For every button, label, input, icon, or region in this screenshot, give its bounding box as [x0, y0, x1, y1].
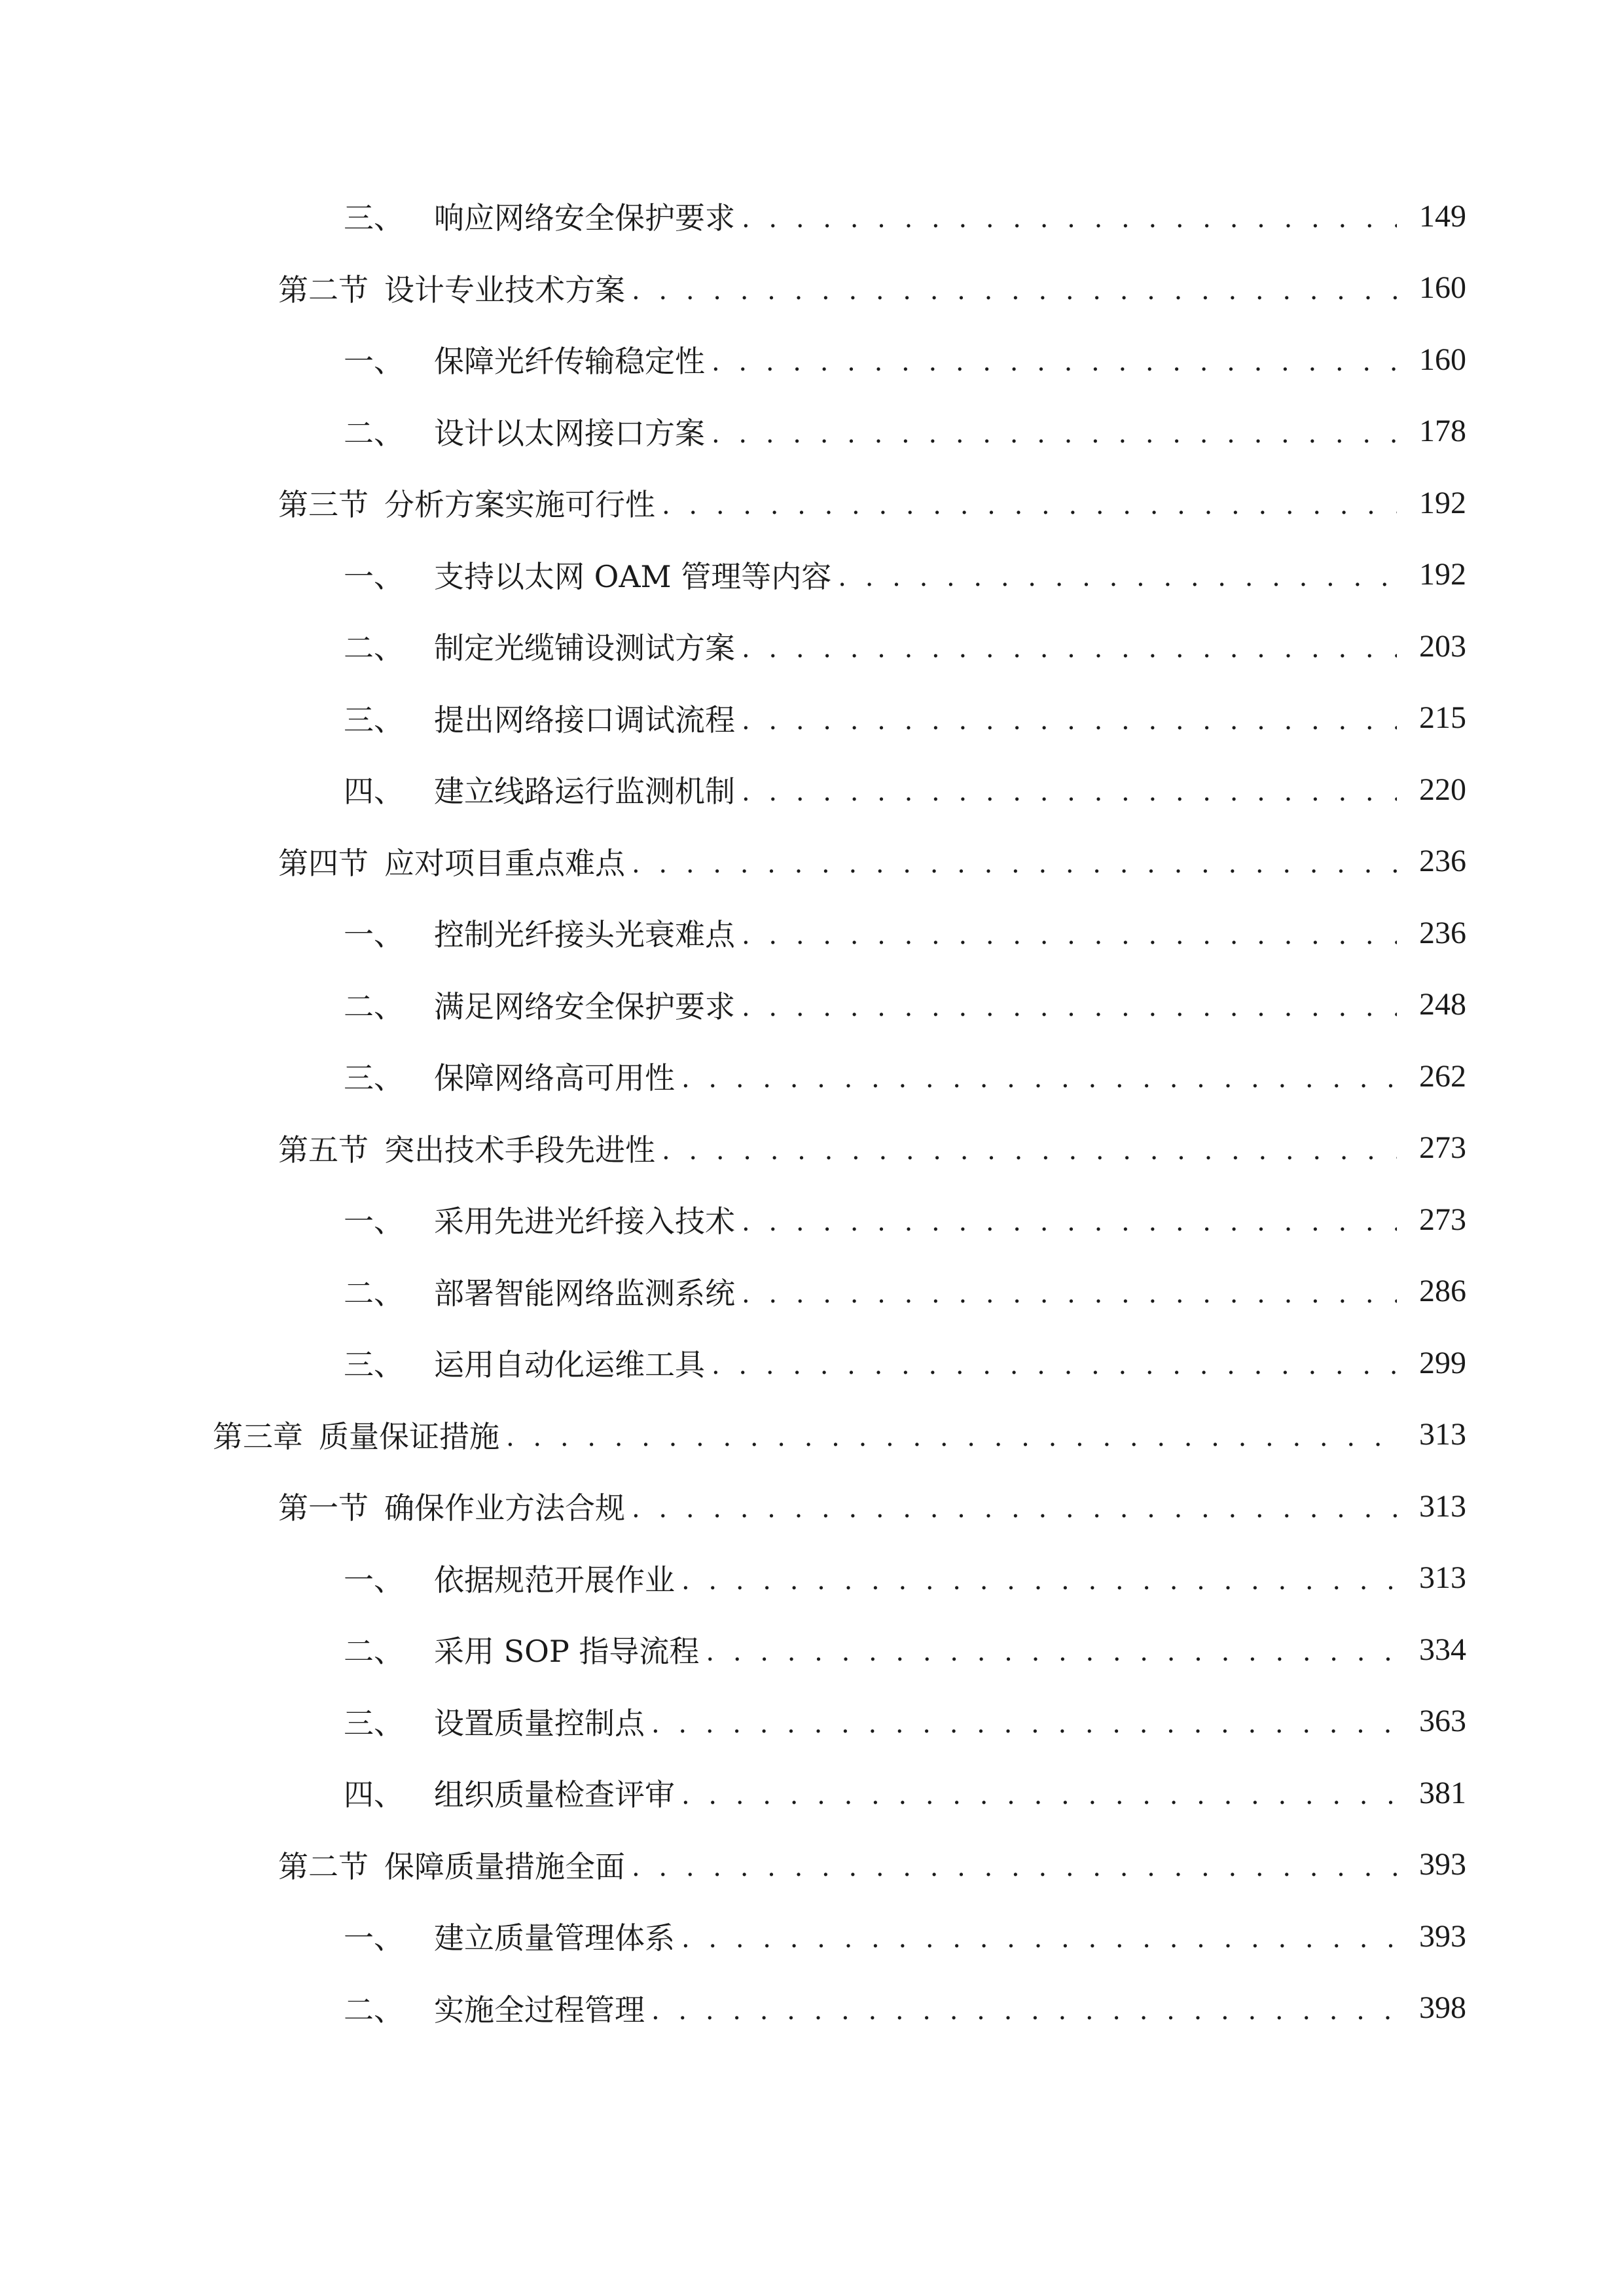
toc-entry-title: 设计以太网接口方案	[434, 415, 705, 451]
toc-entry-heading	[344, 911, 735, 954]
toc-entry-heading	[278, 266, 625, 310]
toc-entry-title: 部署智能网络监测系统	[434, 1275, 735, 1311]
toc-entry-section[interactable]	[278, 476, 1466, 529]
toc-dot-leader	[742, 779, 1397, 805]
toc-entry-section[interactable]	[278, 1839, 1466, 1891]
toc-dot-leader	[742, 1209, 1397, 1235]
toc-entry-item[interactable]	[344, 692, 1466, 744]
toc-entry-heading	[344, 553, 831, 596]
toc-entry-heading	[344, 1914, 675, 1958]
toc-entry-heading	[344, 410, 705, 453]
toc-entry-number: 三、	[344, 1060, 404, 1096]
toc-entry-title: 保障光纤传输稳定性	[434, 344, 705, 379]
toc-entry-page-number: 273	[1419, 1130, 1466, 1165]
toc-entry-title: 采用 SOP 指导流程	[434, 1634, 700, 1669]
toc-entry-number: 二、	[344, 1275, 404, 1311]
toc-dot-leader	[651, 1998, 1397, 2024]
toc-entry-page-number: 178	[1419, 414, 1466, 448]
toc-dot-leader	[632, 851, 1397, 877]
toc-entry-heading	[344, 1771, 675, 1814]
toc-entry-number: 四、	[344, 774, 404, 809]
toc-dot-leader	[742, 922, 1397, 948]
toc-entry-number: 一、	[344, 1204, 404, 1239]
toc-entry-title: 保障网络高可用性	[434, 1060, 675, 1096]
toc-entry-heading	[344, 1054, 675, 1098]
toc-entry-page-number: 248	[1419, 987, 1466, 1022]
toc-dot-leader	[681, 1782, 1397, 1808]
toc-entry-page-number: 192	[1419, 557, 1466, 592]
toc-entry-item[interactable]	[344, 1552, 1466, 1604]
toc-entry-item[interactable]	[344, 190, 1466, 242]
toc-entry-number: 一、	[344, 1920, 404, 1956]
toc-dot-leader	[632, 1854, 1397, 1880]
toc-dot-leader	[681, 1066, 1397, 1092]
toc-entry-page-number: 313	[1419, 1488, 1466, 1524]
toc-entry-heading	[278, 481, 655, 524]
toc-entry-page-number: 393	[1419, 1847, 1466, 1882]
toc-entry-item[interactable]	[344, 333, 1466, 386]
toc-entry-title: 支持以太网 OAM 管理等内容	[434, 558, 832, 594]
toc-entry-title: 满足网络安全保护要求	[434, 988, 735, 1024]
toc-entry-title: 实施全过程管理	[434, 1992, 645, 2028]
toc-entry-heading	[344, 1341, 705, 1384]
toc-entry-page-number: 192	[1419, 485, 1466, 520]
toc-entry-item[interactable]	[344, 548, 1466, 601]
toc-entry-number: 一、	[344, 1562, 404, 1598]
toc-dot-leader	[506, 1424, 1397, 1450]
toc-entry-heading	[344, 1270, 735, 1313]
toc-entry-item[interactable]	[344, 1767, 1466, 1819]
toc-entry-title: 提出网络接口调试流程	[434, 702, 735, 738]
toc-entry-number: 三、	[344, 702, 404, 738]
toc-entry-item[interactable]	[344, 1910, 1466, 1962]
toc-dot-leader	[742, 708, 1397, 734]
toc-entry-page-number: 398	[1419, 1990, 1466, 2025]
toc-entry-heading	[344, 1198, 735, 1241]
toc-entry-page-number: 273	[1419, 1202, 1466, 1237]
toc-entry-number: 第二节	[278, 1848, 369, 1884]
toc-entry-number: 一、	[344, 558, 404, 594]
toc-entry-title: 采用先进光纤接入技术	[434, 1204, 735, 1239]
toc-entry-page-number: 286	[1419, 1274, 1466, 1308]
toc-entry-heading	[344, 983, 735, 1026]
toc-dot-leader	[742, 206, 1397, 232]
toc-entry-heading	[278, 1484, 625, 1528]
toc-entry-heading	[344, 338, 705, 381]
toc-entry-title: 保障质量措施全面	[384, 1848, 625, 1884]
toc-entry-title: 建立质量管理体系	[434, 1920, 675, 1956]
toc-entry-number: 三、	[344, 200, 404, 236]
toc-entry-number: 第四节	[278, 845, 369, 881]
toc-entry-title: 响应网络安全保护要求	[434, 200, 735, 236]
toc-entry-number: 第三节	[278, 487, 369, 522]
toc-entry-item[interactable]	[344, 1982, 1466, 2034]
toc-entry-page-number: 160	[1419, 270, 1466, 305]
toc-entry-item[interactable]	[344, 1695, 1466, 1748]
toc-dot-leader	[712, 349, 1397, 375]
toc-entry-heading	[344, 194, 735, 238]
toc-entry-item[interactable]	[344, 405, 1466, 457]
toc-entry-number: 第一节	[278, 1490, 369, 1526]
toc-entry-number: 三、	[344, 1347, 404, 1382]
toc-entry-section[interactable]	[278, 1122, 1466, 1174]
toc-entry-section[interactable]	[278, 1480, 1466, 1532]
toc-dot-leader	[662, 492, 1397, 518]
toc-entry-heading	[344, 1556, 675, 1600]
toc-dot-leader	[742, 636, 1397, 662]
toc-entry-item[interactable]	[344, 620, 1466, 672]
toc-dot-leader	[706, 1639, 1397, 1665]
toc-entry-title: 控制光纤接头光衰难点	[434, 917, 735, 952]
toc-dot-leader	[712, 1352, 1397, 1378]
toc-entry-section[interactable]	[278, 835, 1466, 888]
toc-entry-number: 二、	[344, 415, 404, 451]
toc-entry-title: 突出技术手段先进性	[384, 1132, 655, 1168]
toc-entry-page-number: 393	[1419, 1918, 1466, 1954]
toc-entry-number: 第五节	[278, 1132, 369, 1168]
toc-entry-number: 一、	[344, 917, 404, 952]
toc-entry-title: 设计专业技术方案	[384, 272, 625, 308]
toc-dot-leader	[712, 421, 1397, 447]
toc-entry-title: 建立线路运行监测机制	[434, 774, 735, 809]
toc-entry-number: 一、	[344, 344, 404, 379]
toc-entry-page-number: 236	[1419, 844, 1466, 878]
toc-entry-title: 依据规范开展作业	[434, 1562, 675, 1598]
toc-entry-item[interactable]	[344, 978, 1466, 1031]
toc-entry-number: 二、	[344, 1634, 404, 1669]
toc-entry-heading	[278, 1843, 625, 1886]
toc-entry-heading	[344, 1700, 645, 1743]
toc-entry-heading	[344, 1628, 699, 1671]
toc-entry-page-number: 381	[1419, 1775, 1466, 1810]
toc-entry-title: 运用自动化运维工具	[434, 1347, 705, 1382]
toc-entry-heading	[344, 696, 735, 740]
toc-entry-heading	[278, 840, 625, 883]
toc-entry-item[interactable]	[344, 763, 1466, 816]
toc-entry-page-number: 160	[1419, 342, 1466, 377]
toc-entry-item[interactable]	[344, 1050, 1466, 1102]
toc-dot-leader	[838, 564, 1397, 590]
toc-entry-page-number: 334	[1419, 1632, 1466, 1667]
toc-entry-heading	[344, 768, 735, 811]
toc-entry-number: 二、	[344, 630, 404, 666]
toc-entry-page-number: 313	[1419, 1560, 1466, 1595]
toc-entry-item[interactable]	[344, 1265, 1466, 1318]
toc-entry-chapter[interactable]	[213, 1408, 1466, 1461]
toc-entry-number: 四、	[344, 1777, 404, 1812]
toc-dot-leader	[632, 1496, 1397, 1522]
toc-entry-heading	[344, 1986, 645, 2030]
toc-entry-number: 二、	[344, 988, 404, 1024]
toc-entry-item[interactable]	[344, 1623, 1466, 1676]
toc-entry-page-number: 220	[1419, 772, 1466, 807]
toc-entry-title: 组织质量检查评审	[434, 1777, 675, 1812]
toc-entry-page-number: 363	[1419, 1704, 1466, 1738]
toc-entry-number: 三、	[344, 1705, 404, 1741]
toc-dot-leader	[651, 1711, 1397, 1737]
toc-entry-page-number: 215	[1419, 700, 1466, 735]
toc-entry-heading	[344, 624, 735, 668]
toc-dot-leader	[632, 278, 1397, 304]
toc-entry-page-number: 262	[1419, 1058, 1466, 1094]
toc-entry-page-number: 236	[1419, 915, 1466, 950]
toc-entry-title: 确保作业方法合规	[384, 1490, 625, 1526]
toc-entry-item[interactable]	[344, 906, 1466, 959]
toc-entry-page-number: 299	[1419, 1345, 1466, 1380]
toc-entry-title: 质量保证措施	[319, 1418, 499, 1454]
toc-dot-leader	[742, 1281, 1397, 1307]
toc-entry-page-number: 313	[1419, 1417, 1466, 1452]
toc-dot-leader	[681, 1926, 1397, 1952]
toc-entry-number: 二、	[344, 1992, 404, 2028]
toc-dot-leader	[742, 994, 1397, 1020]
toc-entry-heading	[278, 1126, 655, 1170]
toc-entry-page-number: 203	[1419, 628, 1466, 664]
toc-entry-number: 第二节	[278, 272, 369, 308]
toc-dot-leader	[681, 1568, 1397, 1594]
toc-entry-item[interactable]	[344, 1336, 1466, 1389]
toc-entry-heading	[213, 1413, 499, 1456]
toc-dot-leader	[662, 1138, 1397, 1164]
toc-entry-title: 分析方案实施可行性	[384, 487, 655, 522]
toc-entry-page-number: 149	[1419, 198, 1466, 234]
toc-entry-title: 制定光缆铺设测试方案	[434, 630, 735, 666]
toc-entry-title: 应对项目重点难点	[384, 845, 625, 881]
toc-entry-item[interactable]	[344, 1193, 1466, 1246]
toc-entry-section[interactable]	[278, 262, 1466, 314]
toc-entry-title: 设置质量控制点	[434, 1705, 645, 1741]
toc-entry-number: 第三章	[213, 1418, 303, 1454]
